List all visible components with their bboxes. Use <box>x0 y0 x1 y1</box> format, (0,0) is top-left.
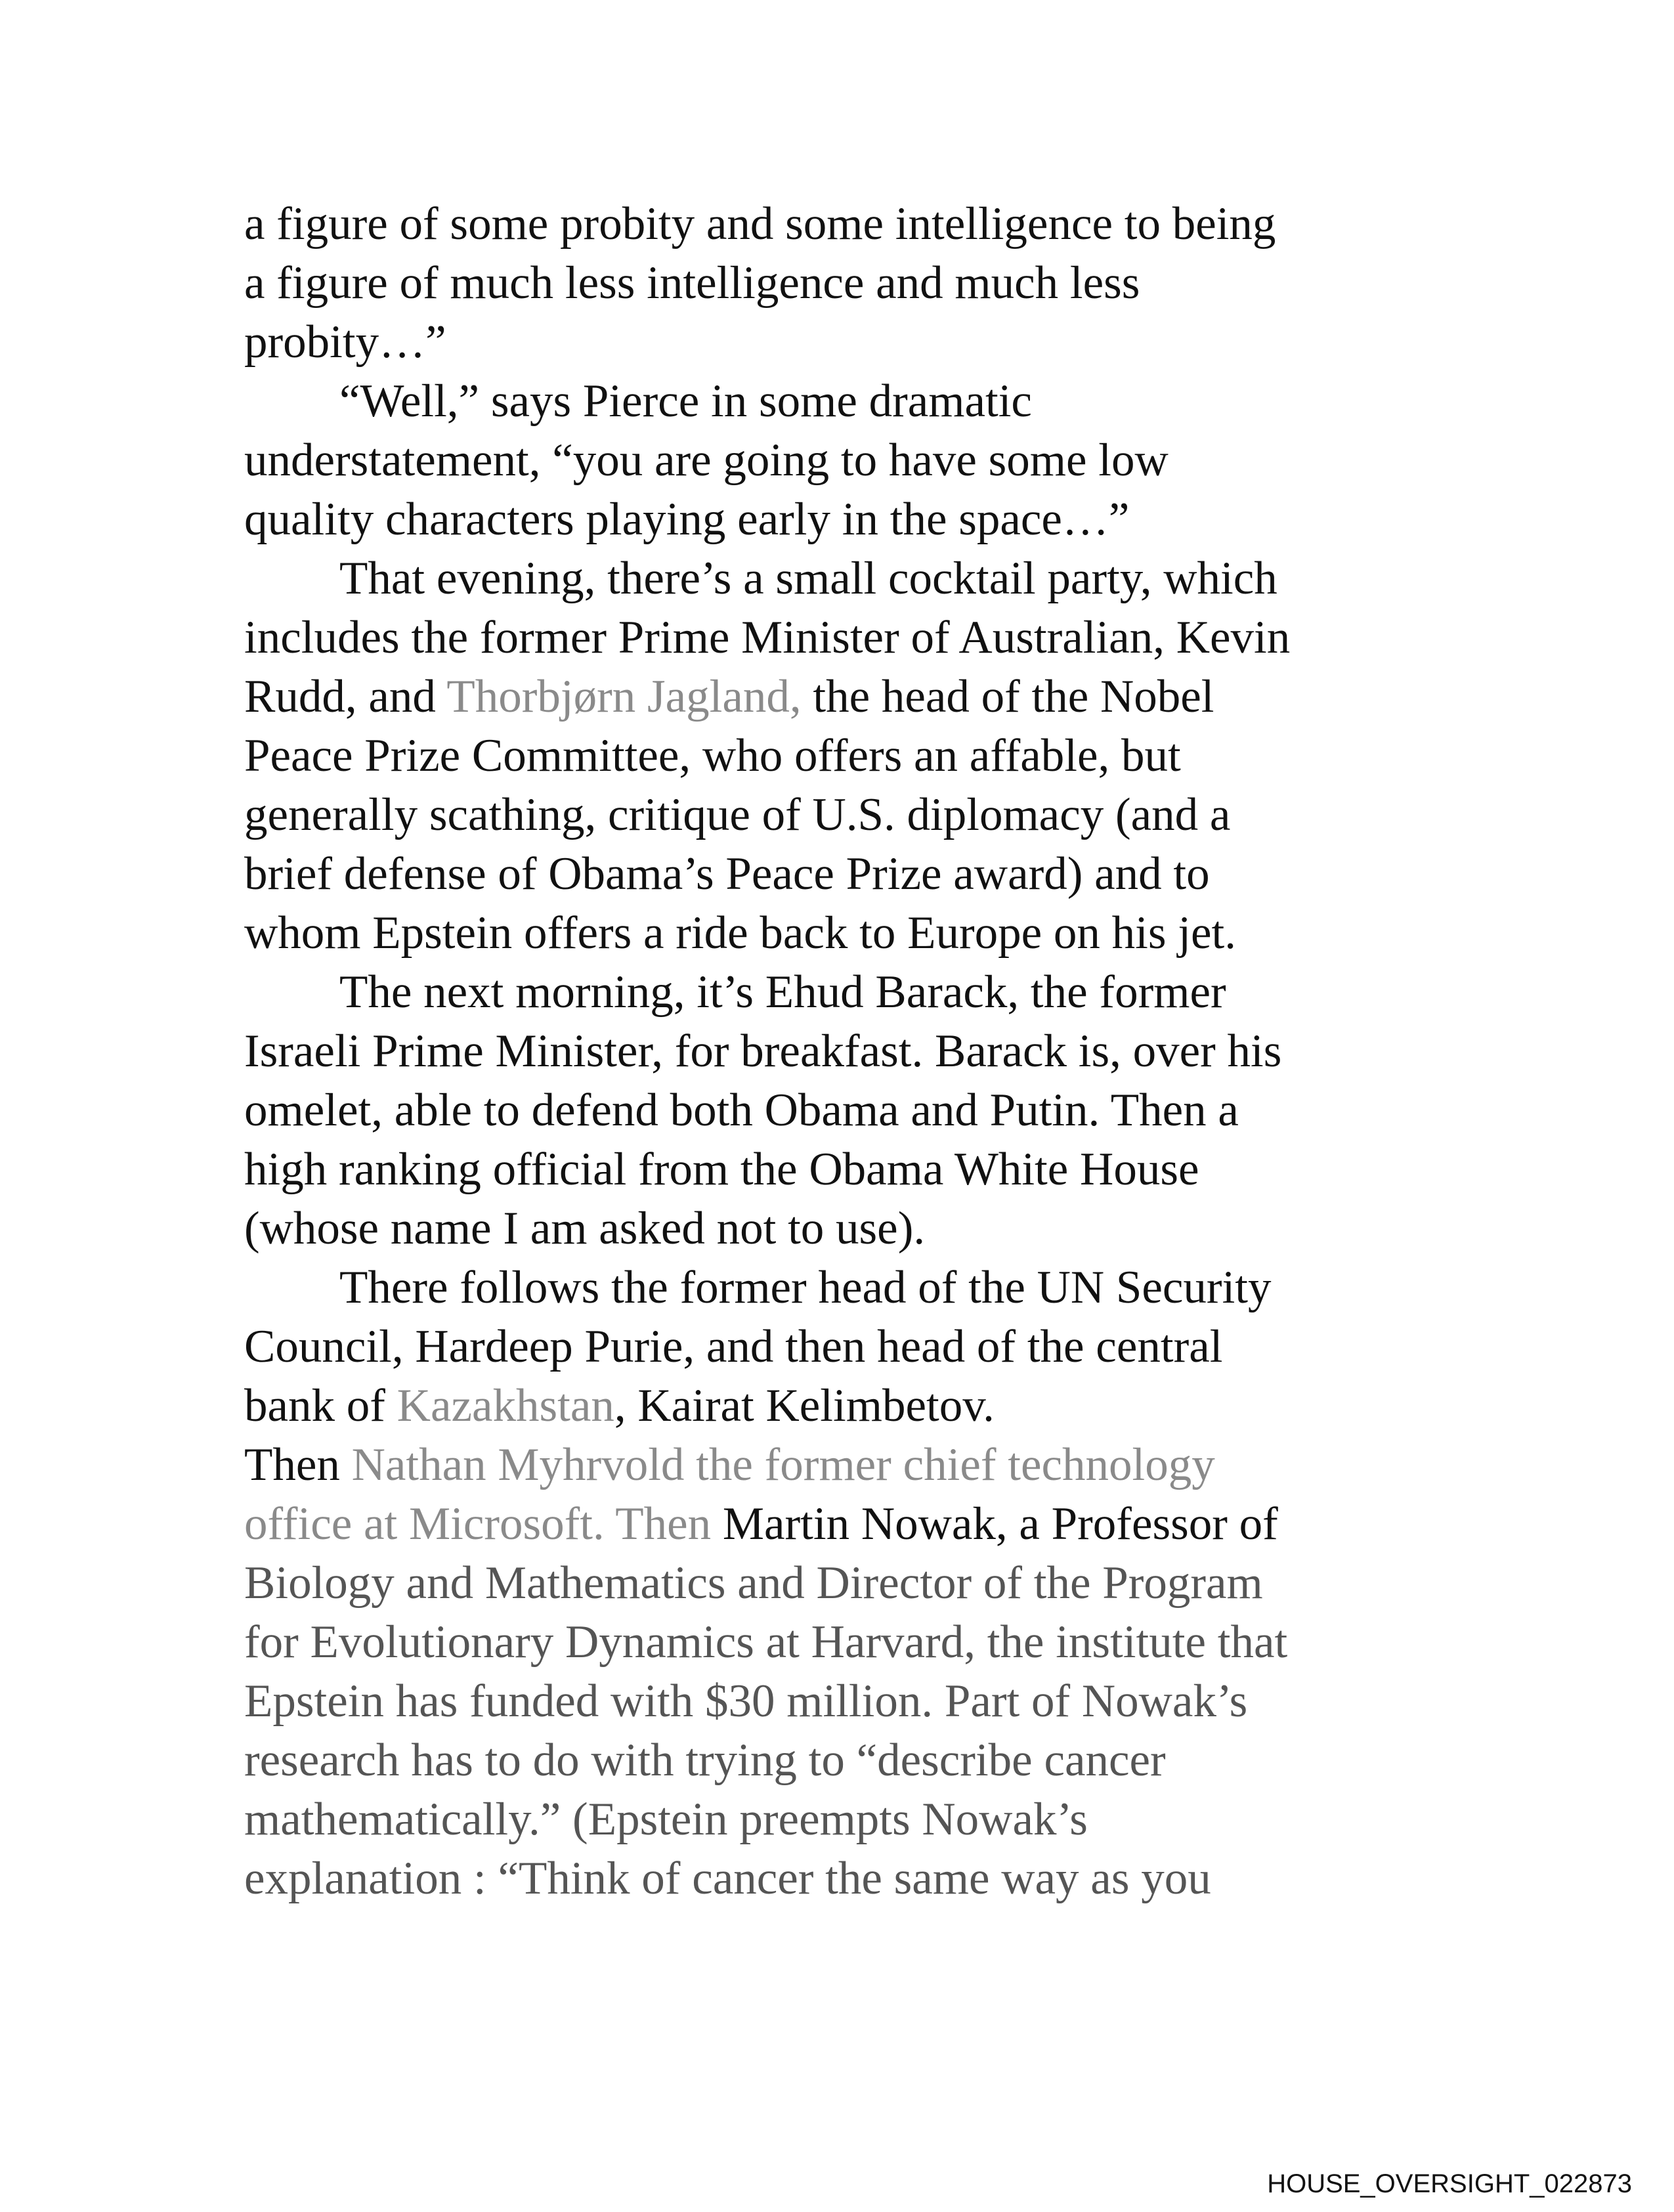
text-line <box>244 667 1439 726</box>
highlighted-name: Nathan Myhrvold the former chief technology <box>351 1439 1215 1490</box>
text-line: “Well,” says Pierce in some dramatic <box>339 376 1032 427</box>
document-id-footer: HOUSE_OVERSIGHT_022873 <box>1267 2169 1632 2198</box>
text-span: Martin Nowak, a Professor of <box>711 1498 1278 1550</box>
text-span: Rudd, and <box>244 671 447 722</box>
text-line: Israeli Prime Minister, for breakfast. Barack is, over his <box>244 1026 1282 1077</box>
text-line: probity…” <box>244 316 446 368</box>
text-line: a figure of much less intelligence and much less <box>244 257 1140 309</box>
highlighted-name: Kazakhstan <box>397 1380 614 1431</box>
text-line: Biology and Mathematics and Director of the Program <box>244 1557 1263 1609</box>
text-line: research has to do with trying to “describe cancer <box>244 1735 1166 1786</box>
text-line: whom Epstein offers a ride back to Europe on his jet. <box>244 907 1237 959</box>
text-span: the head of the Nobel <box>801 671 1214 722</box>
text-line: Epstein has funded with $30 million. Part of Nowak’s <box>244 1676 1248 1727</box>
text-line <box>244 1376 1439 1435</box>
text-span: bank of <box>244 1380 397 1431</box>
body-text <box>244 194 1439 1908</box>
text-line: omelet, able to defend both Obama and Putin. Then a <box>244 1085 1239 1136</box>
text-line: Council, Hardeep Purie, and then head of the central <box>244 1321 1223 1372</box>
text-line <box>244 1494 1439 1553</box>
text-line: (whose name I am asked not to use). <box>244 1203 926 1254</box>
text-span: Then <box>244 1439 352 1490</box>
text-line: mathematically.” (Epstein preempts Nowak’s <box>244 1794 1088 1845</box>
highlighted-name: Thorbjørn Jagland, <box>446 671 802 722</box>
text-line: a figure of some probity and some intelligence to being <box>244 198 1276 249</box>
text-span: , Kairat Kelimbetov. <box>614 1380 995 1431</box>
text-line: generally scathing, critique of U.S. diplomacy (and a <box>244 789 1231 840</box>
text-line: brief defense of Obama’s Peace Prize award) and to <box>244 848 1210 900</box>
text-line: quality characters playing early in the space…” <box>244 494 1130 545</box>
text-line <box>244 1435 1439 1494</box>
text-line: Peace Prize Committee, who offers an affable, but <box>244 730 1181 781</box>
text-line: explanation : “Think of cancer the same way as you <box>244 1853 1211 1904</box>
text-line: for Evolutionary Dynamics at Harvard, the institute that <box>244 1616 1288 1668</box>
text-line: includes the former Prime Minister of Australian, Kevin <box>244 612 1291 663</box>
highlighted-name: office at Microsoft. Then <box>244 1498 712 1550</box>
text-line: understatement, “you are going to have some low <box>244 435 1169 486</box>
text-line: high ranking official from the Obama White House <box>244 1144 1199 1195</box>
text-line: That evening, there’s a small cocktail party, which <box>339 553 1277 604</box>
text-line: There follows the former head of the UN Security <box>339 1262 1272 1313</box>
text-line: The next morning, it’s Ehud Barack, the former <box>339 966 1226 1018</box>
